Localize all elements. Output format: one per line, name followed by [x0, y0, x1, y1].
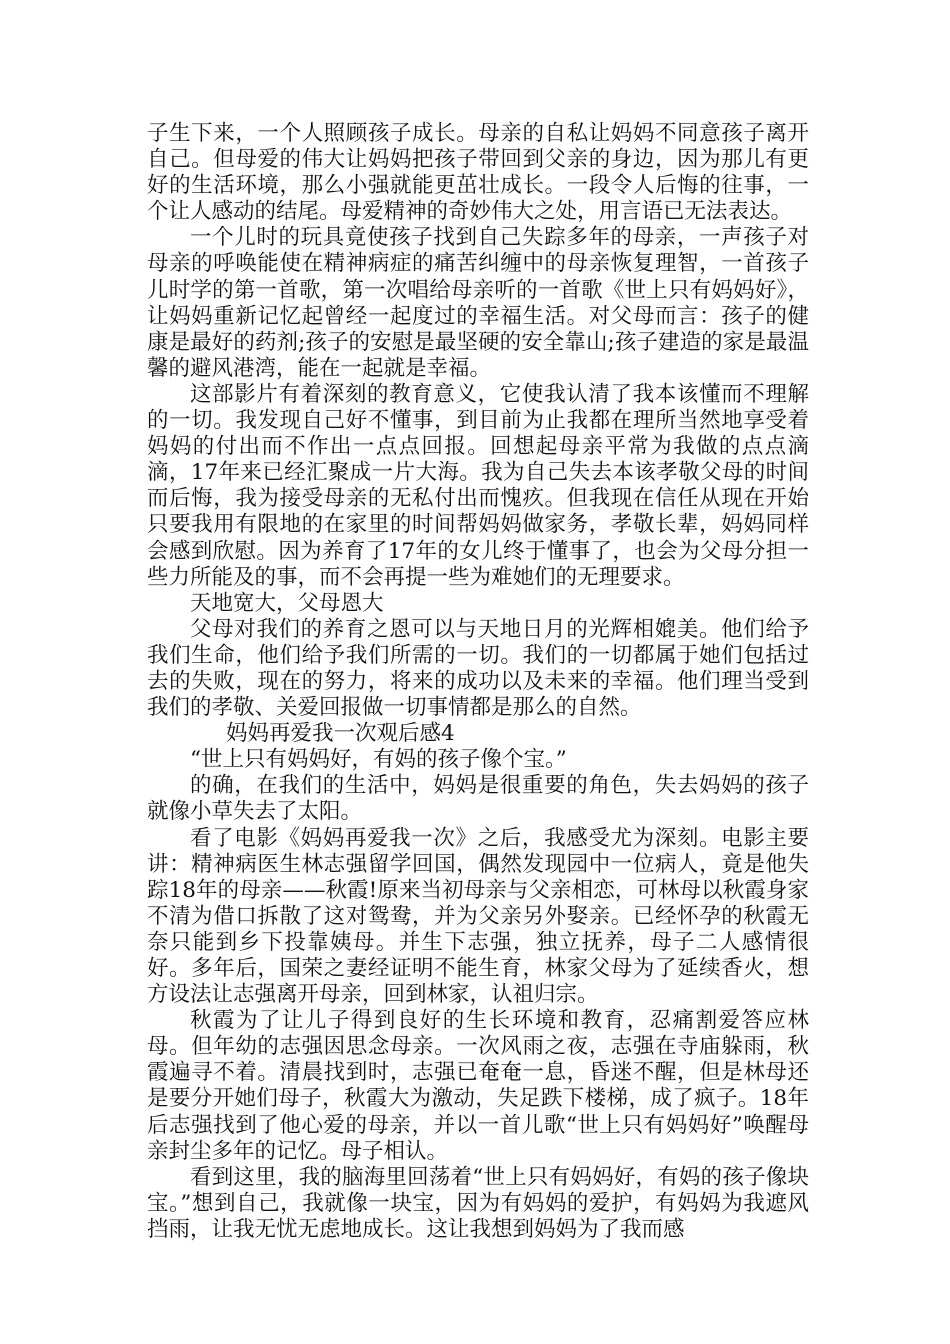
paragraph-education: 这部影片有着深刻的教育意义，它使我认清了我本该懂而不理解的一切。我发现自己好不懂事，到目前为止我都在理所当然地享受着妈妈的付出而不作出一点点回报。回想起母亲平常为我做的点点滴滴，17年来已经汇聚成一片大海。我为自己失去本该孝敬父母的时间而后悔，我为接受母亲的无私付出而愧疚。但我现在信任从现在开始只要我用有限地的在家里的时间帮妈妈做家务，孝敬长辈，妈妈同样会感到欣慰。因为养育了17年的女儿终于懂事了，也会为父母分担一些力所能及的事，而不会再提一些为难她们的无理要求。	[147, 381, 809, 590]
section-title: 妈妈再爱我一次观后感4	[226, 721, 455, 747]
subheading-parents: 天地宽大，父母恩大	[190, 590, 384, 616]
paragraph-mother-role: 的确，在我们的生活中，妈妈是很重要的角色，失去妈妈的孩子就像小草失去了太阳。	[147, 773, 809, 825]
quote-line: “世上只有妈妈好，有妈的孩子像个宝。”	[190, 747, 567, 773]
paragraph-qiuxia: 秋霞为了让儿子得到良好的生长环境和教育，忍痛割爱答应林母。但年幼的志强因思念母亲。一次风雨之夜，志强在寺庙躲雨，秋霞遍寻不着。清晨找到时，志强已奄奄一息，昏迷不醒，但是林母还是要分开她们母子，秋霞大为激动，失足跌下楼梯，成了疯子。18年后志强找到了他心爱的母亲，并以一首儿歌“世上只有妈妈好”唤醒母亲封尘多年的记忆。母子相认。	[147, 1008, 809, 1164]
paragraph-toy: 一个儿时的玩具竟使孩子找到自己失踪多年的母亲，一声孩子对母亲的呼唤能使在精神病症的痛苦纠缠中的母亲恢复理智，一首孩子儿时学的第一首歌，第一次唱给母亲听的一首歌《世上只有妈妈好》，让妈妈重新记忆起曾经一起度过的幸福生活。对父母而言：孩子的健康是最好的药剂;孩子的安慰是最坚硬的安全靠山;孩子建造的家是最温馨的避风港湾，能在一起就是幸福。	[147, 225, 809, 381]
paragraph-reflection: 看到这里，我的脑海里回荡着“世上只有妈妈好，有妈的孩子像块宝。”想到自己，我就像一块宝，因为有妈妈的爱护，有妈妈为我遮风挡雨，让我无忧无虑地成长。这让我想到妈妈为了我而感	[147, 1164, 809, 1242]
document-body	[147, 121, 809, 1243]
paragraph-gratitude: 父母对我们的养育之恩可以与天地日月的光辉相媲美。他们给予我们生命，他们给予我们所需的一切。我们的一切都属于她们包括过去的失败，现在的努力，将来的成功以及未来的幸福。他们理当受到我们的孝敬、关爱回报做一切事情都是那么的自然。	[147, 616, 809, 721]
paragraph-film-summary: 看了电影《妈妈再爱我一次》之后，我感受尤为深刻。电影主要讲：精神病医生林志强留学回国，偶然发现园中一位病人，竟是他失踪18年的母亲——秋霞!原来当初母亲与父亲相恋，可林母以秋霞身家不清为借口拆散了这对鸳鸯，并为父亲另外娶亲。已经怀孕的秋霞无奈只能到乡下投靠姨母。并生下志强，独立抚养，母子二人感情很好。多年后，国荣之妻经证明不能生育，林家父母为了延续香火，想方设法让志强离开母亲，回到林家，认祖归宗。	[147, 825, 809, 1008]
paragraph-continuation: 子生下来，一个人照顾孩子成长。母亲的自私让妈妈不同意孩子离开自己。但母爱的伟大让妈妈把孩子带回到父亲的身边，因为那儿有更好的生活环境，那么小强就能更茁壮成长。一段令人后悔的往事，一个让人感动的结尾。母爱精神的奇妙伟大之处，用言语已无法表达。	[147, 121, 809, 225]
